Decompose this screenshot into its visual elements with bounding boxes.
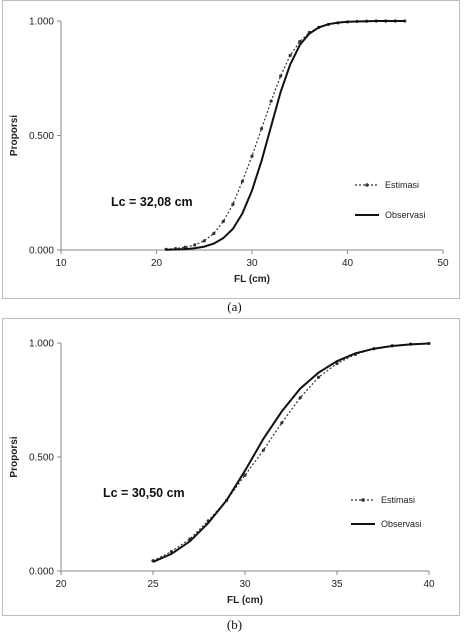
lc-annotation: Lc = 30,50 cm	[103, 486, 185, 500]
y-tick-label: 0.000	[28, 566, 54, 578]
legend-label-estimasi: Estimasi	[381, 495, 416, 505]
x-tick-label: 30	[246, 258, 258, 269]
series-point-estimasi	[193, 243, 196, 246]
caption-a: (a)	[227, 299, 242, 314]
x-tick-label: 40	[423, 579, 435, 590]
x-tick-label: 40	[341, 258, 354, 269]
series-point-estimasi	[212, 232, 215, 235]
legend-marker-estimasi	[361, 498, 365, 502]
y-tick-label: 0.000	[28, 245, 54, 257]
series-point-estimasi	[250, 155, 253, 158]
chart-a-svg	[3, 1, 459, 298]
series-point-estimasi	[260, 127, 263, 130]
x-tick-label: 10	[55, 258, 67, 269]
series-point-estimasi	[241, 180, 244, 183]
series-point-estimasi	[317, 376, 320, 379]
series-point-estimasi	[280, 421, 283, 424]
chart-b-svg	[3, 319, 459, 615]
series-point-estimasi	[222, 220, 225, 223]
x-tick-label: 30	[239, 579, 251, 590]
legend-label-estimasi: Estimasi	[385, 180, 420, 190]
x-tick-label: 35	[331, 579, 343, 590]
series-point-estimasi	[231, 203, 234, 206]
series-point-estimasi	[289, 54, 292, 57]
x-tick-label: 50	[437, 258, 449, 269]
y-axis-title: Proporsi	[9, 436, 20, 478]
series-point-estimasi	[203, 239, 206, 242]
legend-label-observasi: Observasi	[385, 210, 426, 220]
series-point-estimasi	[299, 396, 302, 399]
x-axis-title: FL (cm)	[234, 274, 270, 285]
legend-label-observasi: Observasi	[381, 519, 422, 529]
chart-panel-a	[2, 0, 460, 299]
series-point-estimasi	[279, 74, 282, 77]
y-axis-title: Proporsi	[9, 114, 20, 157]
x-tick-label: 25	[147, 579, 159, 590]
legend-marker-estimasi	[365, 183, 369, 187]
x-axis-title: FL (cm)	[227, 595, 263, 606]
series-point-estimasi	[262, 449, 265, 452]
x-tick-label: 20	[55, 579, 67, 590]
chart-panel-b	[2, 318, 460, 616]
series-point-estimasi	[270, 100, 273, 103]
y-tick-label: 0.500	[28, 131, 54, 142]
series-line-observasi	[153, 344, 429, 562]
y-tick-label: 1.000	[28, 16, 54, 28]
y-tick-label: 0.500	[28, 452, 54, 464]
x-tick-label: 20	[150, 258, 163, 269]
caption-b: (b)	[226, 617, 243, 632]
y-tick-label: 1.000	[28, 338, 54, 350]
lc-annotation: Lc = 32,08 cm	[111, 195, 193, 209]
